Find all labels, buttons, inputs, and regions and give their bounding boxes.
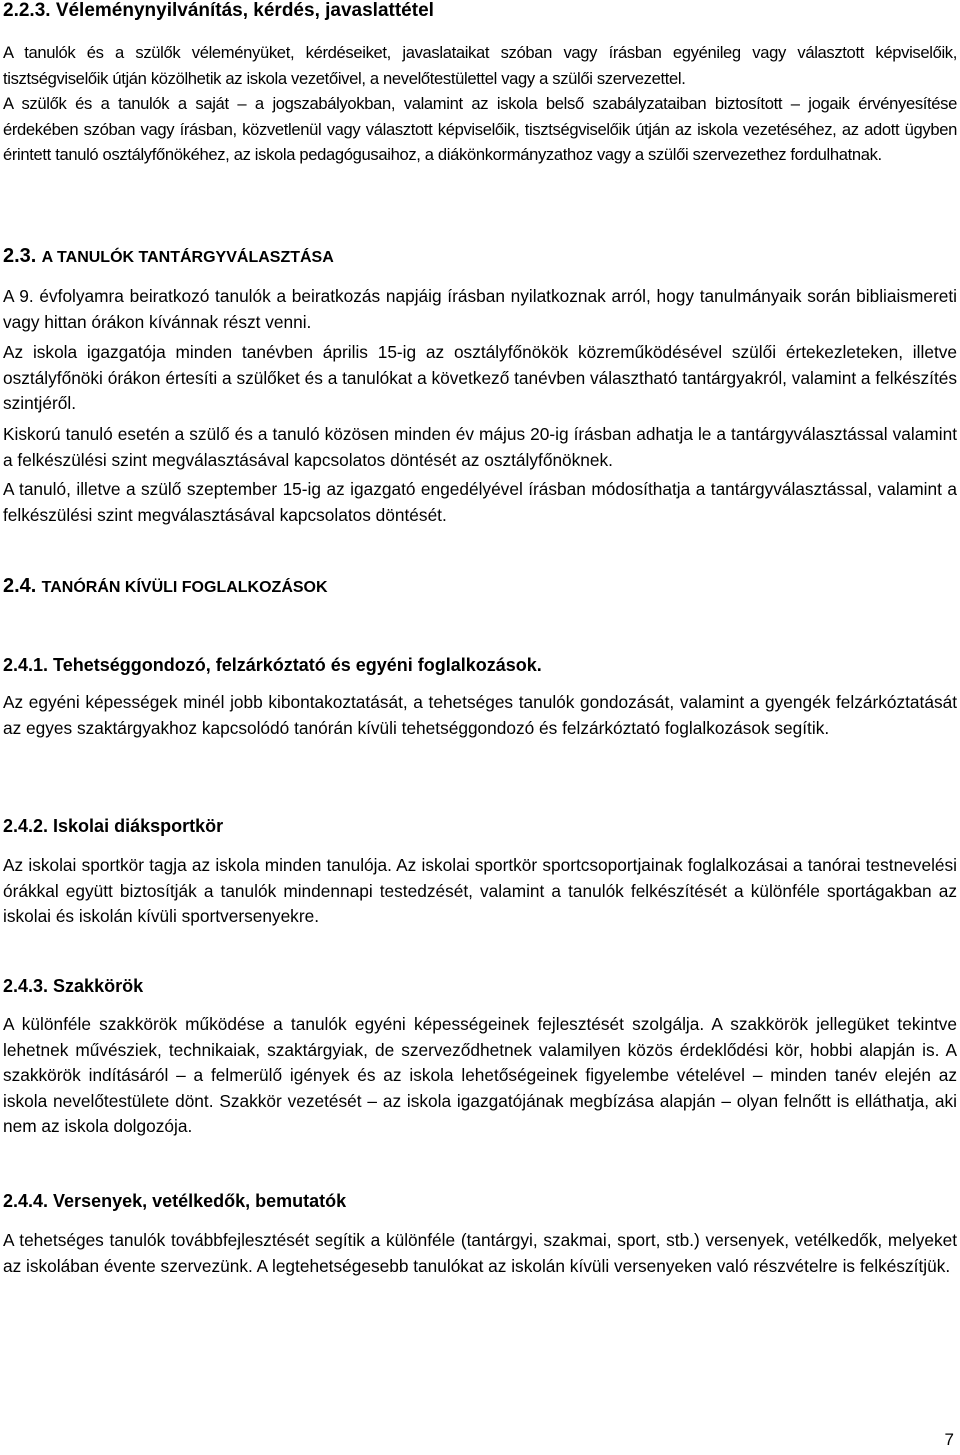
section-title-2-3: A TANULÓK TANTÁRGYVÁLASZTÁSA <box>41 249 334 266</box>
section-number-2-3: 2.3. <box>3 245 37 267</box>
paragraph-2-2-3-2: A szülők és a tanulók a saját – a jogszabályokban, valamint az iskola belső szabályzataiban biztosított – jogaik érvényesítése érdekében szóban vagy írásban, közvetlenül vagy választott képviselőik, tisztségviselőik útján az iskola vezetéséhez, az adott ügyben érintett tanuló osztályfőnökéhez, az iskola pedagógusaihoz, a diákönkormányzathoz vagy a szülői szervezethez fordulhatnak. <box>3 94 957 165</box>
section-heading-2-4-3: 2.4.3. Szakkörök <box>3 976 144 996</box>
section-heading-2-4-1: 2.4.1. Tehetséggondozó, felzárkóztató és egyéni foglalkozások. <box>3 655 542 675</box>
page-number: 7 <box>944 1430 954 1449</box>
paragraph-2-4-4: A tehetséges tanulók továbbfejlesztését segítik a különféle (tantárgyi, szakmai, sport, stb.) versenyek, vetélkedők, melyeket az iskolában évente szervezünk. A legtehetségesebb tanulókat az iskolán kívüli versenyeken való részvételre is felkészítjük. <box>3 1230 957 1276</box>
paragraph-2-4-3: A különféle szakkörök működése a tanulók egyéni képességeinek fejlesztését szolgálja. A szakkörök jellegüket tekintve lehetnek művésziek, technikaiak, szaktárgyiak, de szerveződhetnek valamilyen közös érdeklődési kör, hobbi alapján is. A szakkörök indításáról – a felmerülő igények és az iskola lehetőségeinek figyelembe vételével – minden tanév elején az iskola nevelőtestülete dönt. Szakkör vezetését – az iskola igazgatójának megbízása alapján – olyan felnőtt is elláthatja, aki nem az iskola dolgozója. <box>3 1014 957 1137</box>
paragraph-2-3-4: A tanuló, illetve a szülő szeptember 15-ig az igazgató engedélyével írásban módosíthatja a tantárgyválasztással, valamint a felkészülési szint megválasztásával kapcsolatos döntését. <box>3 479 957 525</box>
section-title-2-4: TANÓRÁN KÍVÜLI FOGLALKOZÁSOK <box>41 579 328 596</box>
section-heading-2-3 <box>3 245 957 269</box>
section-heading-2-4 <box>3 575 957 599</box>
section-heading-2-2-3: 2.2.3. Véleménynyilvánítás, kérdés, javaslattétel <box>3 0 434 21</box>
paragraph-2-3-3: Kiskorú tanuló esetén a szülő és a tanuló közösen minden év május 20-ig írásban adhatja le a tantárgyválasztással valamint a felkészülési szint megválasztásával kapcsolatos döntését az osztályfőnöknek. <box>3 424 957 470</box>
paragraph-2-4-2: Az iskolai sportkör tagja az iskola minden tanulója. Az iskolai sportkör sportcsoportjainak foglalkozásai a tanórai testnevelési órákkal együtt biztosítják a tanulók mindennapi testedzését, valamint a tanulók felkészítését a különféle sportágakban az iskolai és iskolán kívüli sportversenyekre. <box>3 855 957 927</box>
paragraph-2-3-2: Az iskola igazgatója minden tanévben április 15-ig az osztályfőnökök közreműködésével szülői értekezleteken, illetve osztályfőnöki órákon értesíti a szülőket és a tanulókat a következő tanévben választható tantárgyakról, valamint a felkészítés szintjéről. <box>3 342 957 414</box>
paragraph-2-4-1: Az egyéni képességek minél jobb kibontakoztatását, a tehetséges tanulók gondozását, valamint a gyengék felzárkóztatását az egyes szaktárgyakhoz kapcsolódó tanórán kívüli tehetséggondozó és felzárkóztató foglalkozások segítik. <box>3 692 957 738</box>
paragraph-2-3-1: A 9. évfolyamra beiratkozó tanulók a beiratkozás napjáig írásban nyilatkoznak arról, hogy tanulmányaik során bibliaismereti vagy hittan órákon kívánnak részt venni. <box>3 286 957 332</box>
section-number-2-4: 2.4. <box>3 575 37 597</box>
section-heading-2-4-4: 2.4.4. Versenyek, vetélkedők, bemutatók <box>3 1191 347 1211</box>
section-heading-2-4-2: 2.4.2. Iskolai diáksportkör <box>3 816 224 836</box>
paragraph-2-2-3-1: A tanulók és a szülők véleményüket, kérdéseiket, javaslataikat szóban vagy írásban egyénileg vagy választott képviselőik, tisztségviselőik útján közölhetik az iskola vezetőivel, a nevelőtestülettel vagy a szülői szervezettel. <box>3 43 957 88</box>
